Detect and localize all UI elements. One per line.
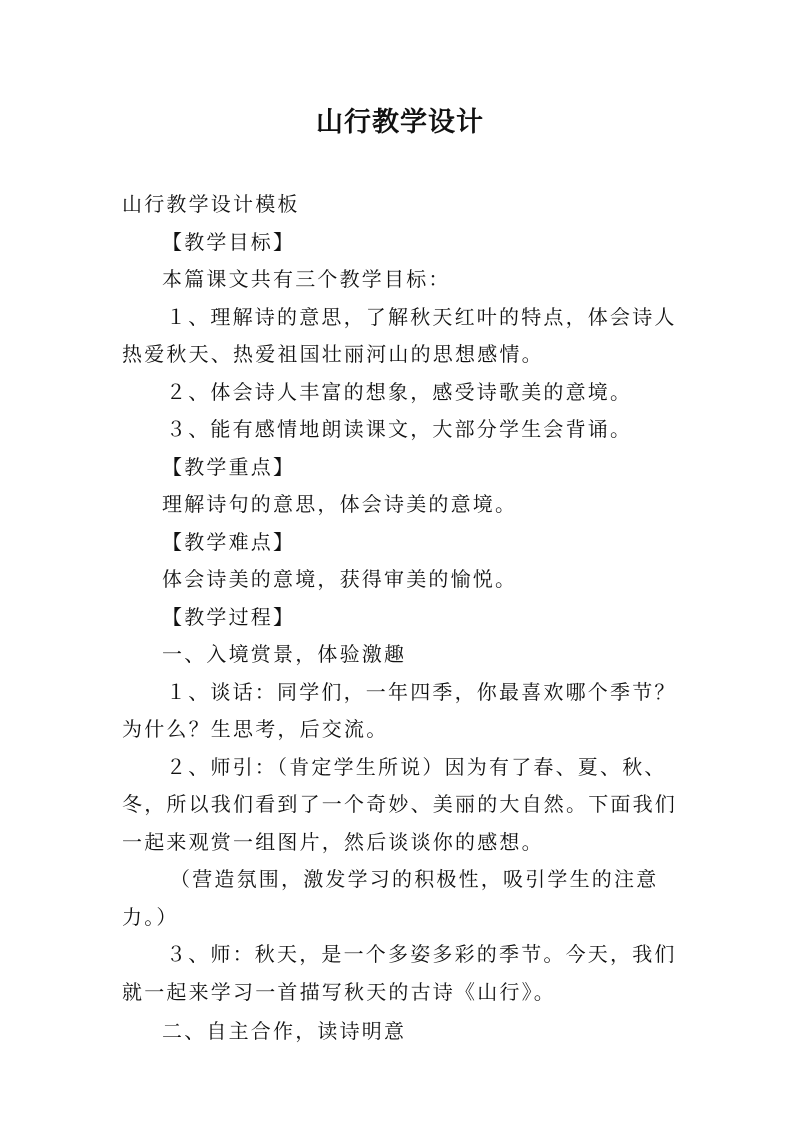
section-heading-difficulties: 【教学难点】 <box>162 529 296 554</box>
numbered-item: ２、体会诗人丰富的想象，感受诗歌美的意境。 <box>166 379 633 404</box>
section-heading-process: 【教学过程】 <box>162 604 296 629</box>
step-heading: 一、入境赏景，体验激趣 <box>162 642 407 666</box>
subtitle-paragraph: 山行教学设计模板 <box>122 192 300 216</box>
document-body <box>122 186 682 1051</box>
body-paragraph: 本篇课文共有三个教学目标： <box>162 267 451 291</box>
numbered-item: ３、能有感情地朗读课文，大部分学生会背诵。 <box>166 417 633 441</box>
numbered-item: １、谈话：同学们，一年四季，你最喜欢哪个季节？为什么？生思考，后交流。 <box>122 679 677 741</box>
numbered-item: １、理解诗的意思，了解秋天红叶的特点，体会诗人热爱秋天、热爱祖国壮丽河山的思想感情。 <box>122 304 677 366</box>
note-paragraph: （营造氛围，激发学习的积极性，吸引学生的注意力。） <box>122 867 659 929</box>
numbered-item: ２、师引：（肯定学生所说）因为有了春、夏、秋、冬，所以我们看到了一个奇妙、美丽的大自然。下面我们一起来观赏一组图片，然后谈谈你的感想。 <box>122 754 677 854</box>
body-paragraph: 体会诗美的意境，获得审美的愉悦。 <box>162 567 518 591</box>
body-paragraph: 理解诗句的意思，体会诗美的意境。 <box>162 492 518 516</box>
document-title: 山行教学设计 <box>316 107 484 138</box>
section-heading-objectives: 【教学目标】 <box>162 229 296 254</box>
step-heading: 二、自主合作，读诗明意 <box>162 1019 407 1043</box>
numbered-item: ３、师：秋天，是一个多姿多彩的季节。今天，我们就一起来学习一首描写秋天的古诗《山行》。 <box>122 942 677 1004</box>
section-heading-key-points: 【教学重点】 <box>162 454 296 479</box>
